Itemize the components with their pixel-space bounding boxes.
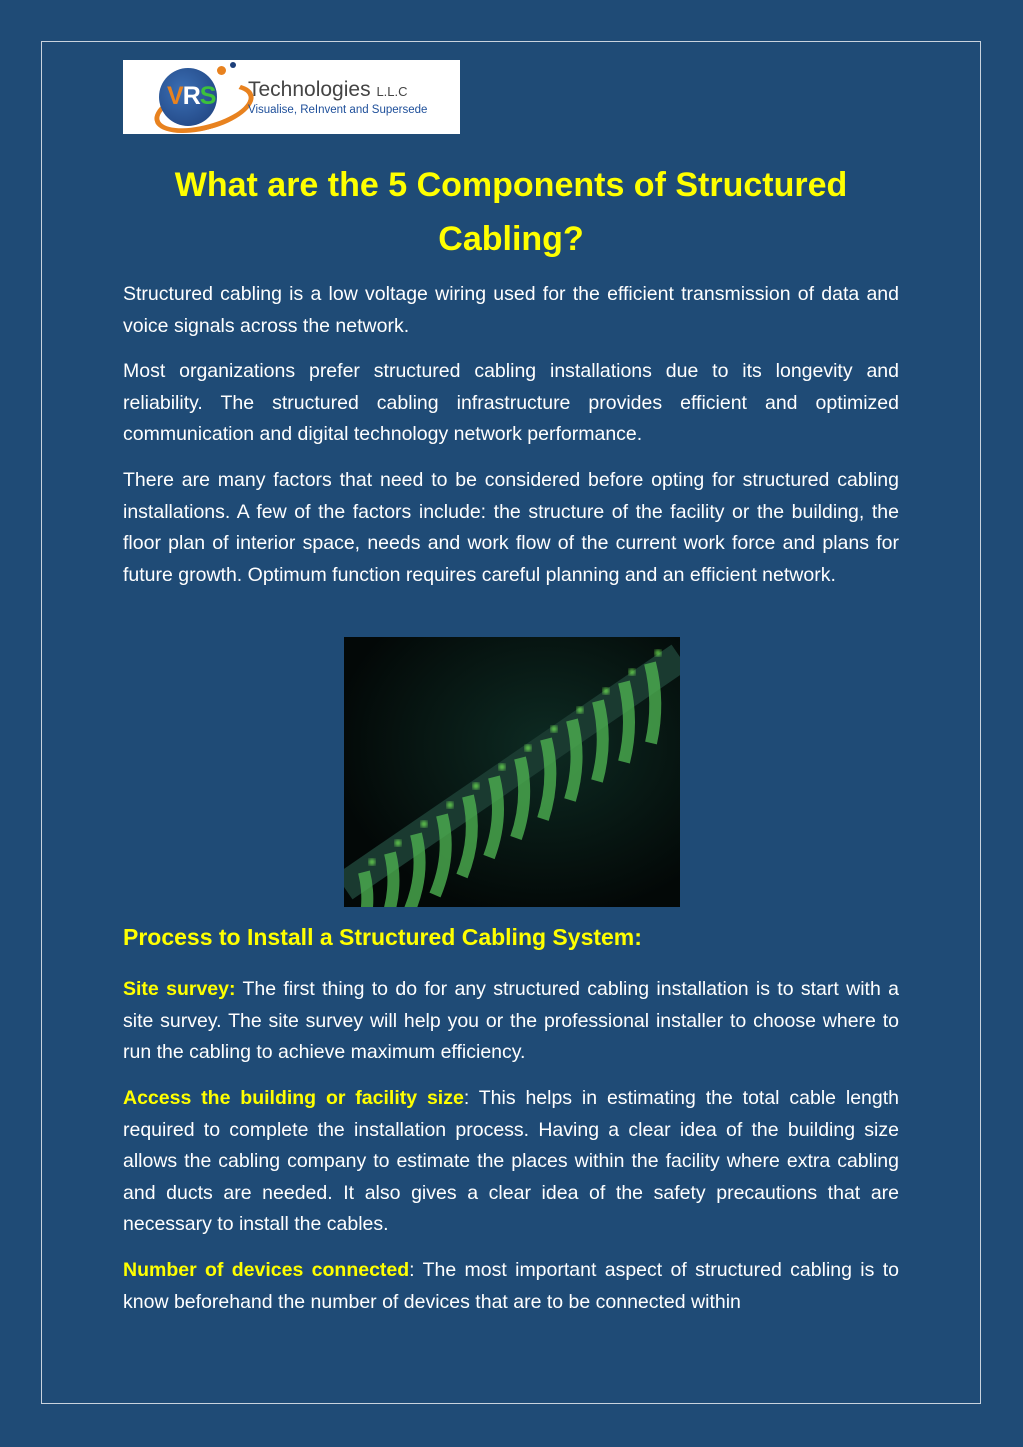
step-devices [123, 1255, 899, 1318]
status-led [655, 650, 661, 656]
page-title: What are the 5 Components of Structured Cabling? [174, 166, 848, 258]
step-text: : This helps in estimating the total cable length required to complete the installation process. Having a clear idea of the building size allows the cabling company to estimate the places within the facility where extra cabling and ducts are needed. It also gives a clear idea of the safety precautions that are necessary to install the cables. [123, 1087, 899, 1235]
logo-name [248, 78, 408, 102]
logo-suffix: L.L.C [376, 84, 408, 99]
cable [650, 663, 655, 743]
step-term: Number of devices connected [123, 1259, 410, 1281]
cable [543, 739, 550, 819]
intro-paragraph-3: There are many factors that need to be considered before opting for structured cabling installations. A few of the factors include: the structure of the facility or the building, the floor plan of interior space, needs and work flow of the current work force and plans for future growth. Optimum function requires careful planning and an efficient network. [123, 469, 899, 586]
cable [597, 701, 603, 781]
logo-dot [217, 66, 226, 75]
status-led [395, 840, 401, 846]
status-led [473, 783, 479, 789]
step-term: Access the building or facility size [123, 1087, 464, 1109]
company-logo [123, 60, 460, 134]
logo-dot [230, 62, 236, 68]
status-led [603, 688, 609, 694]
status-led [551, 726, 557, 732]
patch-panel-illustration [344, 637, 680, 907]
logo-tagline: Visualise, ReInvent and Supersede [248, 104, 428, 116]
step-text: : The most important aspect of structured cabling is to know beforehand the number of devices that are to be connected within [123, 1259, 899, 1313]
status-led [525, 745, 531, 751]
cable [570, 720, 577, 800]
status-led [369, 859, 375, 865]
cable [516, 758, 524, 838]
status-led [499, 764, 505, 770]
status-led [577, 707, 583, 713]
status-led [421, 821, 427, 827]
logo-mark: VRS [167, 82, 216, 110]
section-heading: Process to Install a Structured Cabling System: [123, 924, 642, 950]
network-cables-photo [344, 637, 680, 907]
intro-paragraph-2: Most organizations prefer structured cabling installations due to its longevity and reliability. The structured cabling infrastructure provides efficient and optimized communication and digital technology network performance. [123, 360, 899, 445]
step-text: The first thing to do for any structured cabling installation is to start with a site survey. The site survey will help you or the professional installer to choose where to run the cabling to achieve maximum efficiency. [123, 978, 899, 1063]
intro-paragraph-1: Structured cabling is a low voltage wiring used for the efficient transmission of data and voice signals across the network. [123, 283, 899, 337]
step-building-size [123, 1083, 899, 1241]
cable [624, 682, 629, 762]
status-led [447, 802, 453, 808]
step-term: Site survey: [123, 978, 236, 1000]
status-led [629, 669, 635, 675]
logo-name-text: Technologies [248, 78, 371, 101]
step-site-survey [123, 974, 899, 1069]
